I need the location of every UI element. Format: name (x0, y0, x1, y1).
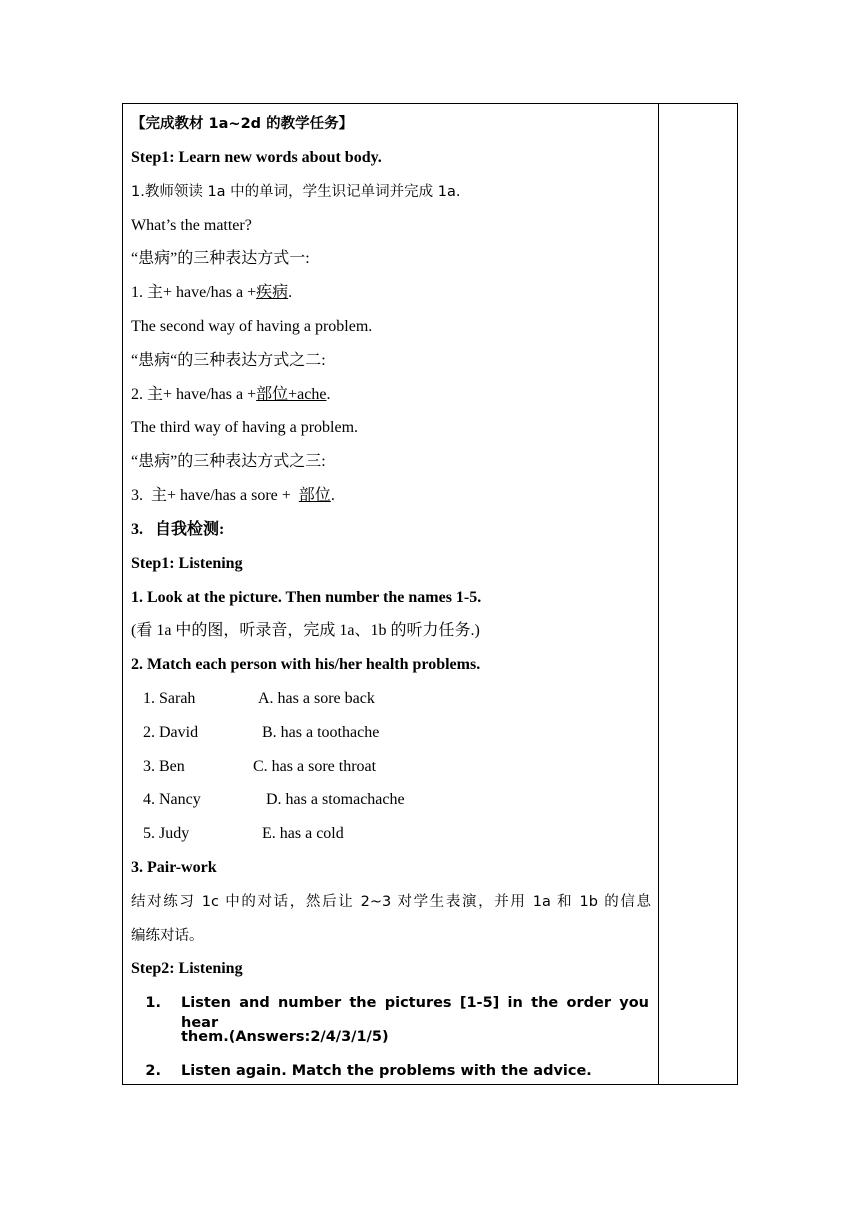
match-problem: B. has a toothache (258, 724, 380, 741)
way2-prefix: 2. 主+ have/has a + (131, 386, 257, 403)
pair-work-heading: 3. Pair-work (131, 859, 217, 876)
way1-prefix: 1. 主+ have/has a + (131, 284, 257, 301)
match-person: 3. Ben (143, 758, 185, 775)
way3-suffix: . (330, 487, 335, 504)
match-row (143, 689, 375, 709)
match-person: 2. David (143, 724, 199, 741)
question-text: What’s the matter? (131, 217, 252, 234)
match-problem: E. has a cold (258, 825, 344, 842)
way3-prefix: 3. 主+ have/has a sore + (131, 487, 299, 504)
instruction-1: 1.教师领读 1a 中的单词，学生识记单词并完成 1a. (131, 184, 461, 200)
step2-item-1-cont: them.(Answers:2/4/3/1/5) (181, 1029, 389, 1045)
step1-heading: Step1: Learn new words about body. (131, 149, 382, 166)
step2-item-2-number: 2. (145, 1063, 161, 1079)
way1-underlined: 疾病 (256, 284, 289, 301)
match-problem: C. has a sore throat (253, 758, 377, 775)
way1-intro: “患病”的三种表达方式一: (131, 250, 310, 267)
way2-line (131, 385, 330, 405)
second-way: The second way of having a problem. (131, 318, 373, 335)
step2-item-2 (131, 1061, 592, 1081)
task-1-note: (看 1a 中的图，听录音，完成 1a、1b 的听力任务.) (131, 622, 480, 639)
match-problem: A. has a sore back (258, 690, 375, 707)
listening-heading: Step1: Listening (131, 555, 243, 572)
way3-line (131, 486, 335, 506)
match-row (143, 824, 344, 844)
way2-intro: “患病“的三种表达方式之二: (131, 352, 326, 369)
match-problem: D. has a stomachache (258, 791, 405, 808)
way2-suffix: . (326, 386, 331, 403)
way1-line (131, 283, 292, 303)
section-title: 【完成教材 1a~2d 的教学任务】 (131, 116, 354, 132)
match-row (143, 757, 376, 777)
match-person: 1. Sarah (143, 690, 196, 707)
way1-suffix: . (288, 284, 293, 301)
match-person: 4. Nancy (143, 791, 201, 808)
column-divider (658, 104, 659, 1084)
self-check: 3. 自我检测: (131, 521, 225, 538)
match-row (143, 790, 405, 810)
match-row (143, 723, 379, 743)
task-1: 1. Look at the picture. Then number the names 1-5. (131, 589, 482, 606)
third-way: The third way of having a problem. (131, 419, 359, 436)
step2-item-1-text: Listen and number the pictures [1-5] in the order you hear (181, 995, 649, 1031)
step2-heading: Step2: Listening (131, 960, 243, 977)
step2-item-1-number: 1. (145, 995, 161, 1011)
step2-item-2-text: Listen again. Match the problems with the advice. (181, 1063, 592, 1079)
way3-intro: “患病”的三种表达方式之三: (131, 453, 326, 470)
way3-underlined: 部位 (298, 487, 331, 504)
task-2: 2. Match each person with his/her health problems. (131, 656, 481, 673)
pair-work-desc-2: 编练对话。 (131, 928, 204, 944)
lesson-table (122, 103, 738, 1085)
match-person: 5. Judy (143, 825, 190, 842)
way2-underlined: 部位+ache (256, 386, 327, 403)
pair-work-desc-1: 结对练习 1c 中的对话，然后让 2~3 对学生表演，并用 1a 和 1b 的信息 (131, 894, 651, 910)
